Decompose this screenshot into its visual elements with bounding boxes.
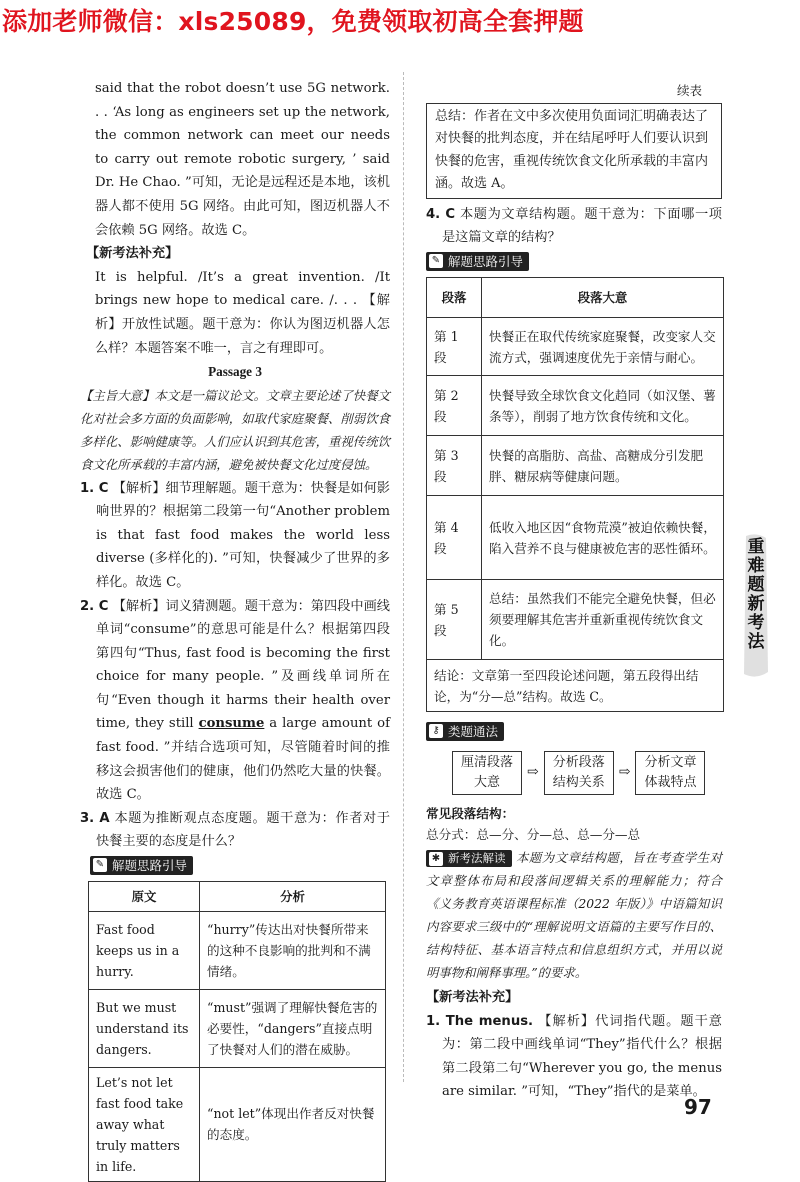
method-flow <box>452 751 722 795</box>
new-method-text: 本题为文章结构题，旨在考查学生对文章整体布局和段落间逻辑关系的理解能力；符合《义务教育英语课程标准（2022 年版）》中语篇知识内容要求三级中的“理解说明文语篇的主要写作目的、结构特征、基本语言特点和信息组织方式，并用以说明事物和阐释事理。”的要求。 <box>426 849 722 980</box>
q4-table-header: 段落大意 <box>482 278 724 318</box>
question-2 <box>80 595 390 807</box>
question-4 <box>426 203 722 250</box>
q3-table-header: 原文 <box>89 881 200 911</box>
arrow-right-icon: ⇨ <box>527 764 539 781</box>
arrow-right-icon: ⇨ <box>618 764 631 781</box>
q3-analysis-cell: “not let”体现出作者反对快餐的态度。 <box>200 1067 386 1181</box>
question-1 <box>80 477 390 595</box>
method-tag <box>426 722 504 741</box>
q3-analysis-cell: “hurry”传达出对快餐所带来的这种不良影响的批判和不满情绪。 <box>200 911 386 989</box>
paragraph-label: 第 1 段 <box>427 318 482 376</box>
q3-summary-box <box>426 103 722 199</box>
new-method-tag <box>426 850 512 867</box>
q4-structure-table <box>426 277 724 712</box>
paragraph-summary: 低收入地区因“食物荒漠”被迫依赖快餐，陷入营养不良与健康被危害的恶性循环。 <box>482 496 724 580</box>
paragraph-summary: 总结：虽然我们不能完全避免快餐，但必须要理解其危害并重新重视传统饮食文化。 <box>482 580 724 660</box>
question-3 <box>80 807 390 854</box>
section-side-tab <box>740 532 772 680</box>
pencil-note-icon: ✎ <box>429 254 443 268</box>
q3-original-cell: But we must understand its dangers. <box>89 989 200 1067</box>
table-row <box>89 989 386 1067</box>
q3-summary-text: 总结：作者在文中多次使用负面词汇明确表达了对快餐的批判态度，并在结尾呼吁人们要认识到快餐的危害，重视传统饮食文化所承载的丰富内涵。故选 A。 <box>435 108 709 192</box>
pencil-note-icon: ✎ <box>93 858 107 872</box>
lightbulb-icon: ✱ <box>429 852 443 866</box>
paragraph-label: 第 4 段 <box>427 496 482 580</box>
table-continued-label: 续表 <box>676 83 702 98</box>
table-row <box>89 911 386 989</box>
table-row <box>89 1067 386 1181</box>
q3-analysis-table <box>88 881 386 1182</box>
paragraph-summary: 快餐导致全球饮食文化趋同（如汉堡、薯条等），削弱了地方饮食传统和文化。 <box>482 376 724 436</box>
q2-explanation-a: 【解析】词义猜测题。题干意为：第四段中画线单词“consume”的意思可能是什么？根据第四段第四句“Thus, fast food is becoming the first choice for many people. ”及画线单词所在句“Even though it harms their health over time, they still <box>96 598 390 732</box>
table-row <box>427 318 724 376</box>
common-structure-title: 常见段落结构： <box>426 805 515 821</box>
q3-explanation: 本题为推断观点态度题。题干意为：作者对于快餐主要的态度是什么？ <box>96 810 391 850</box>
q2-number: 2. C <box>80 598 109 614</box>
q3-original-cell: Fast food keeps us in a hurry. <box>89 911 200 989</box>
table-row <box>427 376 724 436</box>
s1-answer: 1. The menus. <box>426 1013 534 1029</box>
page-number: 97 <box>684 1095 712 1119</box>
flow-step: 厘清段落大意 <box>452 751 522 795</box>
q4-conclusion: 结论：文章第一至四段论述问题，第五段得出结论，为“分—总”结构。故选 C。 <box>427 660 724 712</box>
q4-table-header: 段落 <box>427 278 482 318</box>
q4-number: 4. C <box>426 206 456 222</box>
flow-step: 分析文章体裁特点 <box>635 751 705 795</box>
q4-guide-tag <box>426 252 529 271</box>
main-idea: 【主旨大意】本文是一篇议论文。文章主要论述了快餐文化对社会多方面的负面影响，如取代家庭聚餐、削弱饮食多样化、影响健康等。人们应认识到其危害，重视传统饮食文化所承载的丰富内涵，避免被快餐文化过度侵蚀。 <box>80 387 390 473</box>
side-tab-label: 重难题新考法 <box>747 537 765 652</box>
paragraph-summary: 快餐正在取代传统家庭聚餐，改变家人交流方式，强调速度优先于亲情与耐心。 <box>482 318 724 376</box>
s1-explanation: 【解析】代词指代题。题干意为：第二段中画线单词“They”指代什么？根据第二段第二句“Wherever you go, the menus are similar. ”可知，“They”指代的是菜单。 <box>442 1013 722 1100</box>
common-structure-text: 总分式：总—分、分—总、总—分—总 <box>426 826 641 842</box>
new-method-tag-label: 新考法解读 <box>448 850 506 865</box>
q3-original-cell: Let’s not let fast food take away what truly matters in life. <box>89 1067 200 1181</box>
table-row <box>427 580 724 660</box>
passage2-answer-continued: said that the robot doesn’t use 5G network. . . ‘As long as engineers set up the network, the common network can meet our needs to carry out remote robotic surgery, ’ said Dr. He Chao. ”可知，无论是远程还是本地，该机器人都不使用 5G 网络。由此可知，图迈机器人不会依赖 5G 网络。故选 C。 <box>95 81 390 238</box>
q2-underlined-word: consume <box>198 716 265 732</box>
promo-banner-text: 添加老师微信：xls25089，免费领取初高全套押题 <box>2 7 584 36</box>
paragraph-summary: 快餐的高脂肪、高盐、高糖成分引发肥胖、糖尿病等健康问题。 <box>482 436 724 496</box>
table-row <box>427 660 724 712</box>
passage-title: Passage 3 <box>208 364 262 380</box>
flow-step: 分析段落结构关系 <box>544 751 614 795</box>
method-tag-label: 类题通法 <box>448 724 499 740</box>
q3-analysis-cell: “must”强调了理解快餐危害的必要性，“dangers”直接点明了快餐对人们的潜在威胁。 <box>200 989 386 1067</box>
paragraph-label: 第 2 段 <box>427 376 482 436</box>
q3-guide-tag <box>90 856 193 875</box>
q3-number: 3. A <box>80 810 110 826</box>
q1-explanation: 【解析】细节理解题。题干意为：快餐是如何影响世界的？根据第二段第一句“Another problem is that fast food makes the world less diverse (多样化的). ”可知，快餐减少了世界的多样化。故选 C。 <box>96 480 390 590</box>
q2-explanation-b: a large amount of fast food. ”并结合选项可知，尽管随着时间的推移这会损害他们的健康，他们仍然吃大量的快餐。故选 C。 <box>96 716 390 803</box>
q4-explanation: 本题为文章结构题。题干意为：下面哪一项是这篇文章的结构？ <box>442 206 722 246</box>
table-row <box>427 436 724 496</box>
column-divider <box>403 72 404 1082</box>
key-icon: ⚷ <box>429 724 443 738</box>
supplement-question-1 <box>426 1010 722 1104</box>
supplement-title-right: 【新考法补充】 <box>426 989 519 1005</box>
new-method-explanation <box>426 846 722 984</box>
q3-table-header: 分析 <box>200 881 386 911</box>
paragraph-label: 第 3 段 <box>427 436 482 496</box>
paragraph-label: 第 5 段 <box>427 580 482 660</box>
right-column <box>426 79 722 1104</box>
supplement-answer: It is helpful. /It’s a great invention. /It brings new hope to medical care. /. . . 【解析】开放性试题。题干意为：你认为图迈机器人怎么样？本题答案不唯一，言之有理即可。 <box>95 269 390 356</box>
table-row <box>427 496 724 580</box>
q1-number: 1. C <box>80 480 109 496</box>
supplement-title: 【新考法补充】 <box>86 246 179 262</box>
q3-guide-tag-label: 解题思路引导 <box>112 858 188 874</box>
q4-guide-tag-label: 解题思路引导 <box>448 253 524 269</box>
promo-banner <box>0 0 800 40</box>
left-column <box>80 77 390 1182</box>
